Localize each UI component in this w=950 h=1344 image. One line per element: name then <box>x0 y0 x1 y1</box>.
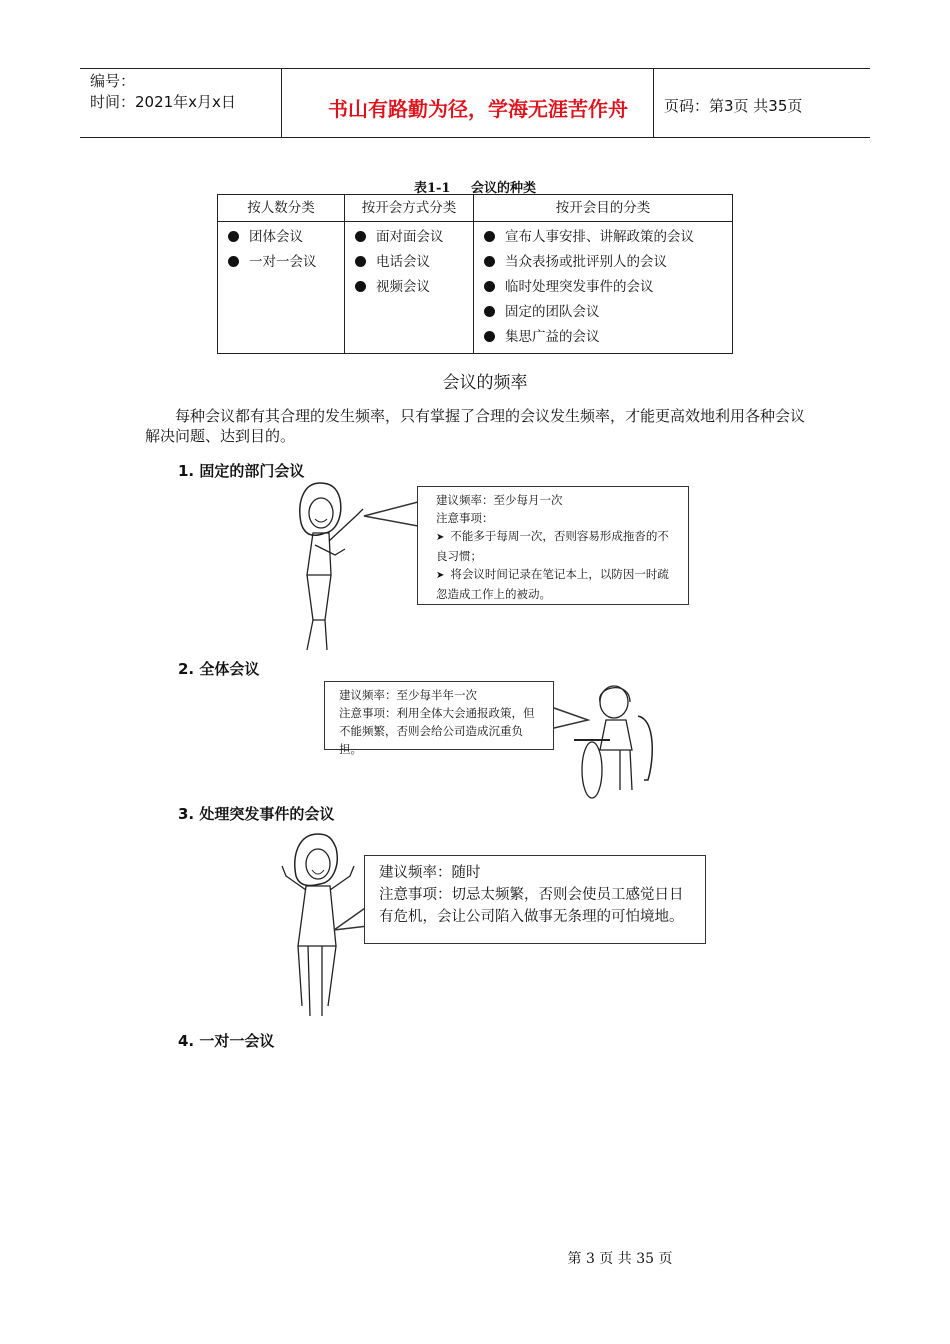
intro-paragraph: 每种会议都有其合理的发生频率，只有掌握了合理的会议发生频率，才能更高效地利用各种会议解决问题、达到目的。 <box>145 407 806 445</box>
table-row <box>218 222 733 354</box>
column-header: 按开会方式分类 <box>345 195 474 222</box>
list-item-text: 当众表扬或批评别人的会议 <box>505 254 667 270</box>
bubble-note: 注意事项：利用全体大会通报政策，但不能频繁，否则会给公司造成沉重负担。 <box>339 706 535 756</box>
bubble-item <box>436 527 678 565</box>
list-item <box>355 275 473 300</box>
table-cell <box>345 222 474 354</box>
speech-bubble-2 <box>324 681 554 756</box>
list-item <box>484 300 732 325</box>
table-caption-number: 表1-1 <box>413 181 451 196</box>
table-cell <box>218 222 345 354</box>
motto: 书山有路勤为径，学海无涯苦作舟 <box>328 97 628 121</box>
bubble-frequency: 建议频率：至少每月一次 <box>436 493 563 507</box>
page-footer: 第 3 页 共 35 页 <box>567 1251 673 1267</box>
arrow-icon: ➤ <box>436 570 445 581</box>
bullet-icon <box>228 231 239 242</box>
header-divider <box>281 69 282 137</box>
section-title-1: 1. 固定的部门会议 <box>178 462 305 480</box>
arrow-icon: ➤ <box>436 532 445 543</box>
bullet-icon <box>484 331 495 342</box>
list-item <box>355 250 473 275</box>
list-item-text: 集思广益的会议 <box>505 329 600 345</box>
column-header: 按人数分类 <box>218 195 345 222</box>
page-header <box>80 68 870 138</box>
bubble-frequency: 建议频率：随时 <box>379 865 481 881</box>
list-item <box>355 225 473 250</box>
page-label: 页码：第3页 共35页 <box>664 97 803 115</box>
table-cell <box>474 222 733 354</box>
list-item-text: 固定的团队会议 <box>505 304 600 320</box>
table-caption-title: 会议的种类 <box>471 181 537 196</box>
bubble-item <box>436 565 678 603</box>
list-item-text: 电话会议 <box>376 254 430 270</box>
column-header: 按开会目的分类 <box>474 195 733 222</box>
meeting-types-table <box>217 194 733 354</box>
header-meta <box>90 71 236 113</box>
bullet-icon <box>484 306 495 317</box>
list-item <box>228 250 344 275</box>
table-header-row <box>218 195 733 222</box>
list-item-text: 宣布人事安排、讲解政策的会议 <box>505 229 694 245</box>
bullet-icon <box>355 281 366 292</box>
bubble-note-label: 注意事项： <box>436 511 494 525</box>
list-item <box>484 325 732 350</box>
bubble-item-text: 不能多于每周一次，否则容易形成拖沓的不良习惯； <box>436 529 669 563</box>
section-title-3: 3. 处理突发事件的会议 <box>178 805 335 823</box>
number-label: 编号： <box>90 72 136 90</box>
list-item-text: 团体会议 <box>249 229 303 245</box>
bubble-note: 注意事项：切忌太频繁，否则会使员工感觉日日有危机，会让公司陷入做事无条理的可怕境地。 <box>379 887 684 925</box>
list-item <box>484 275 732 300</box>
bubble-frequency: 建议频率：至少每半年一次 <box>339 688 477 702</box>
woman-sitting-illustration <box>570 680 665 800</box>
list-item <box>484 225 732 250</box>
list-item-text: 视频会议 <box>376 279 430 295</box>
list-item <box>228 225 344 250</box>
time-label: 时间：2021年x月x日 <box>90 93 236 111</box>
list-item <box>484 250 732 275</box>
section-title-4: 4. 一对一会议 <box>178 1032 275 1050</box>
bullet-icon <box>484 281 495 292</box>
bubble-pointer <box>360 500 420 530</box>
section-heading: 会议的频率 <box>442 373 528 393</box>
list-item-text: 面对面会议 <box>376 229 444 245</box>
speech-bubble-1 <box>417 486 689 605</box>
bullet-icon <box>355 231 366 242</box>
list-item-text: 临时处理突发事件的会议 <box>505 279 654 295</box>
bullet-icon <box>355 256 366 267</box>
list-item-text: 一对一会议 <box>249 254 317 270</box>
bullet-icon <box>484 231 495 242</box>
bullet-icon <box>228 256 239 267</box>
section-title-2: 2. 全体会议 <box>178 660 260 678</box>
bullet-icon <box>484 256 495 267</box>
speech-bubble-3 <box>364 855 706 944</box>
bubble-item-text: 将会议时间记录在笔记本上，以防因一时疏忽造成工作上的被动。 <box>436 567 669 601</box>
